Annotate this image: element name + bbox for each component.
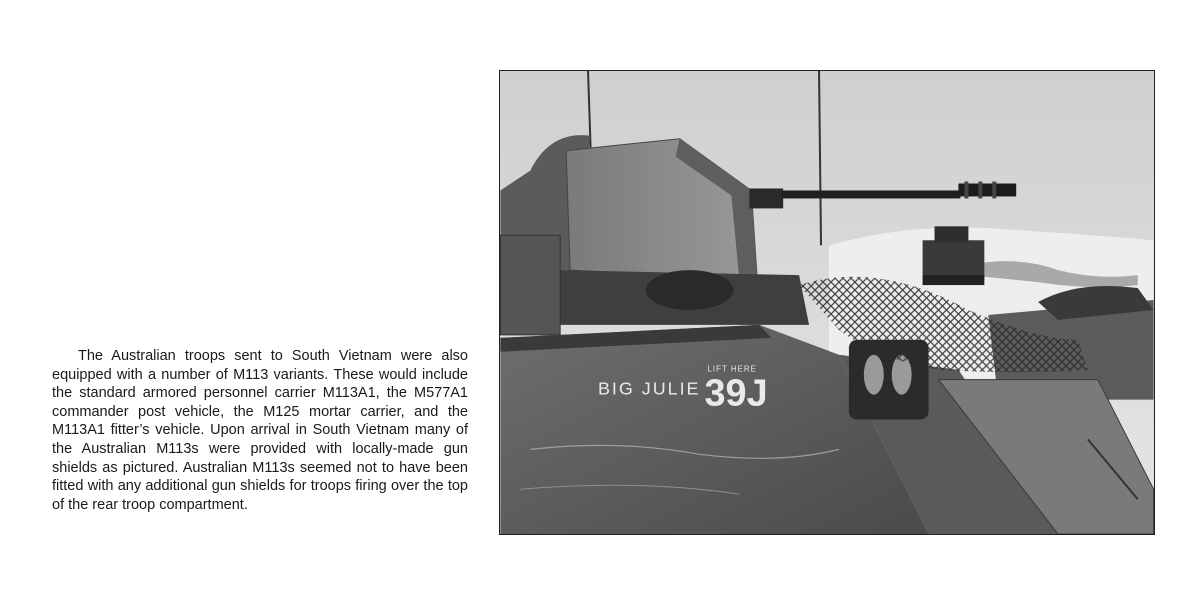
lift-here-stencil: LIFT HERE [707, 364, 758, 374]
crew-member [646, 270, 734, 310]
m113-photo-illustration [500, 71, 1154, 534]
stowage-box [500, 235, 560, 335]
photo-caption: The Australian troops sent to South Vietnam were also equipped with a number of M113 variants. These would include the standard armored personnel carrier M113A1, the M577A1 commander post vehicle, the M125 mortar carrier, and the M113A1 fitter’s vehicle. Upon arrival in South Vietnam many of the Australian M113s were provided with locally-made gun shields as pictured. Australian M113s seemed not to have been fitted with any additional gun shields for troops firing over the top of the rear troop compartment. [52, 348, 468, 513]
vehicle-number: 39J [704, 372, 768, 415]
vehicle-name: BIG JULIE [597, 378, 701, 399]
m113-photograph [499, 70, 1155, 535]
